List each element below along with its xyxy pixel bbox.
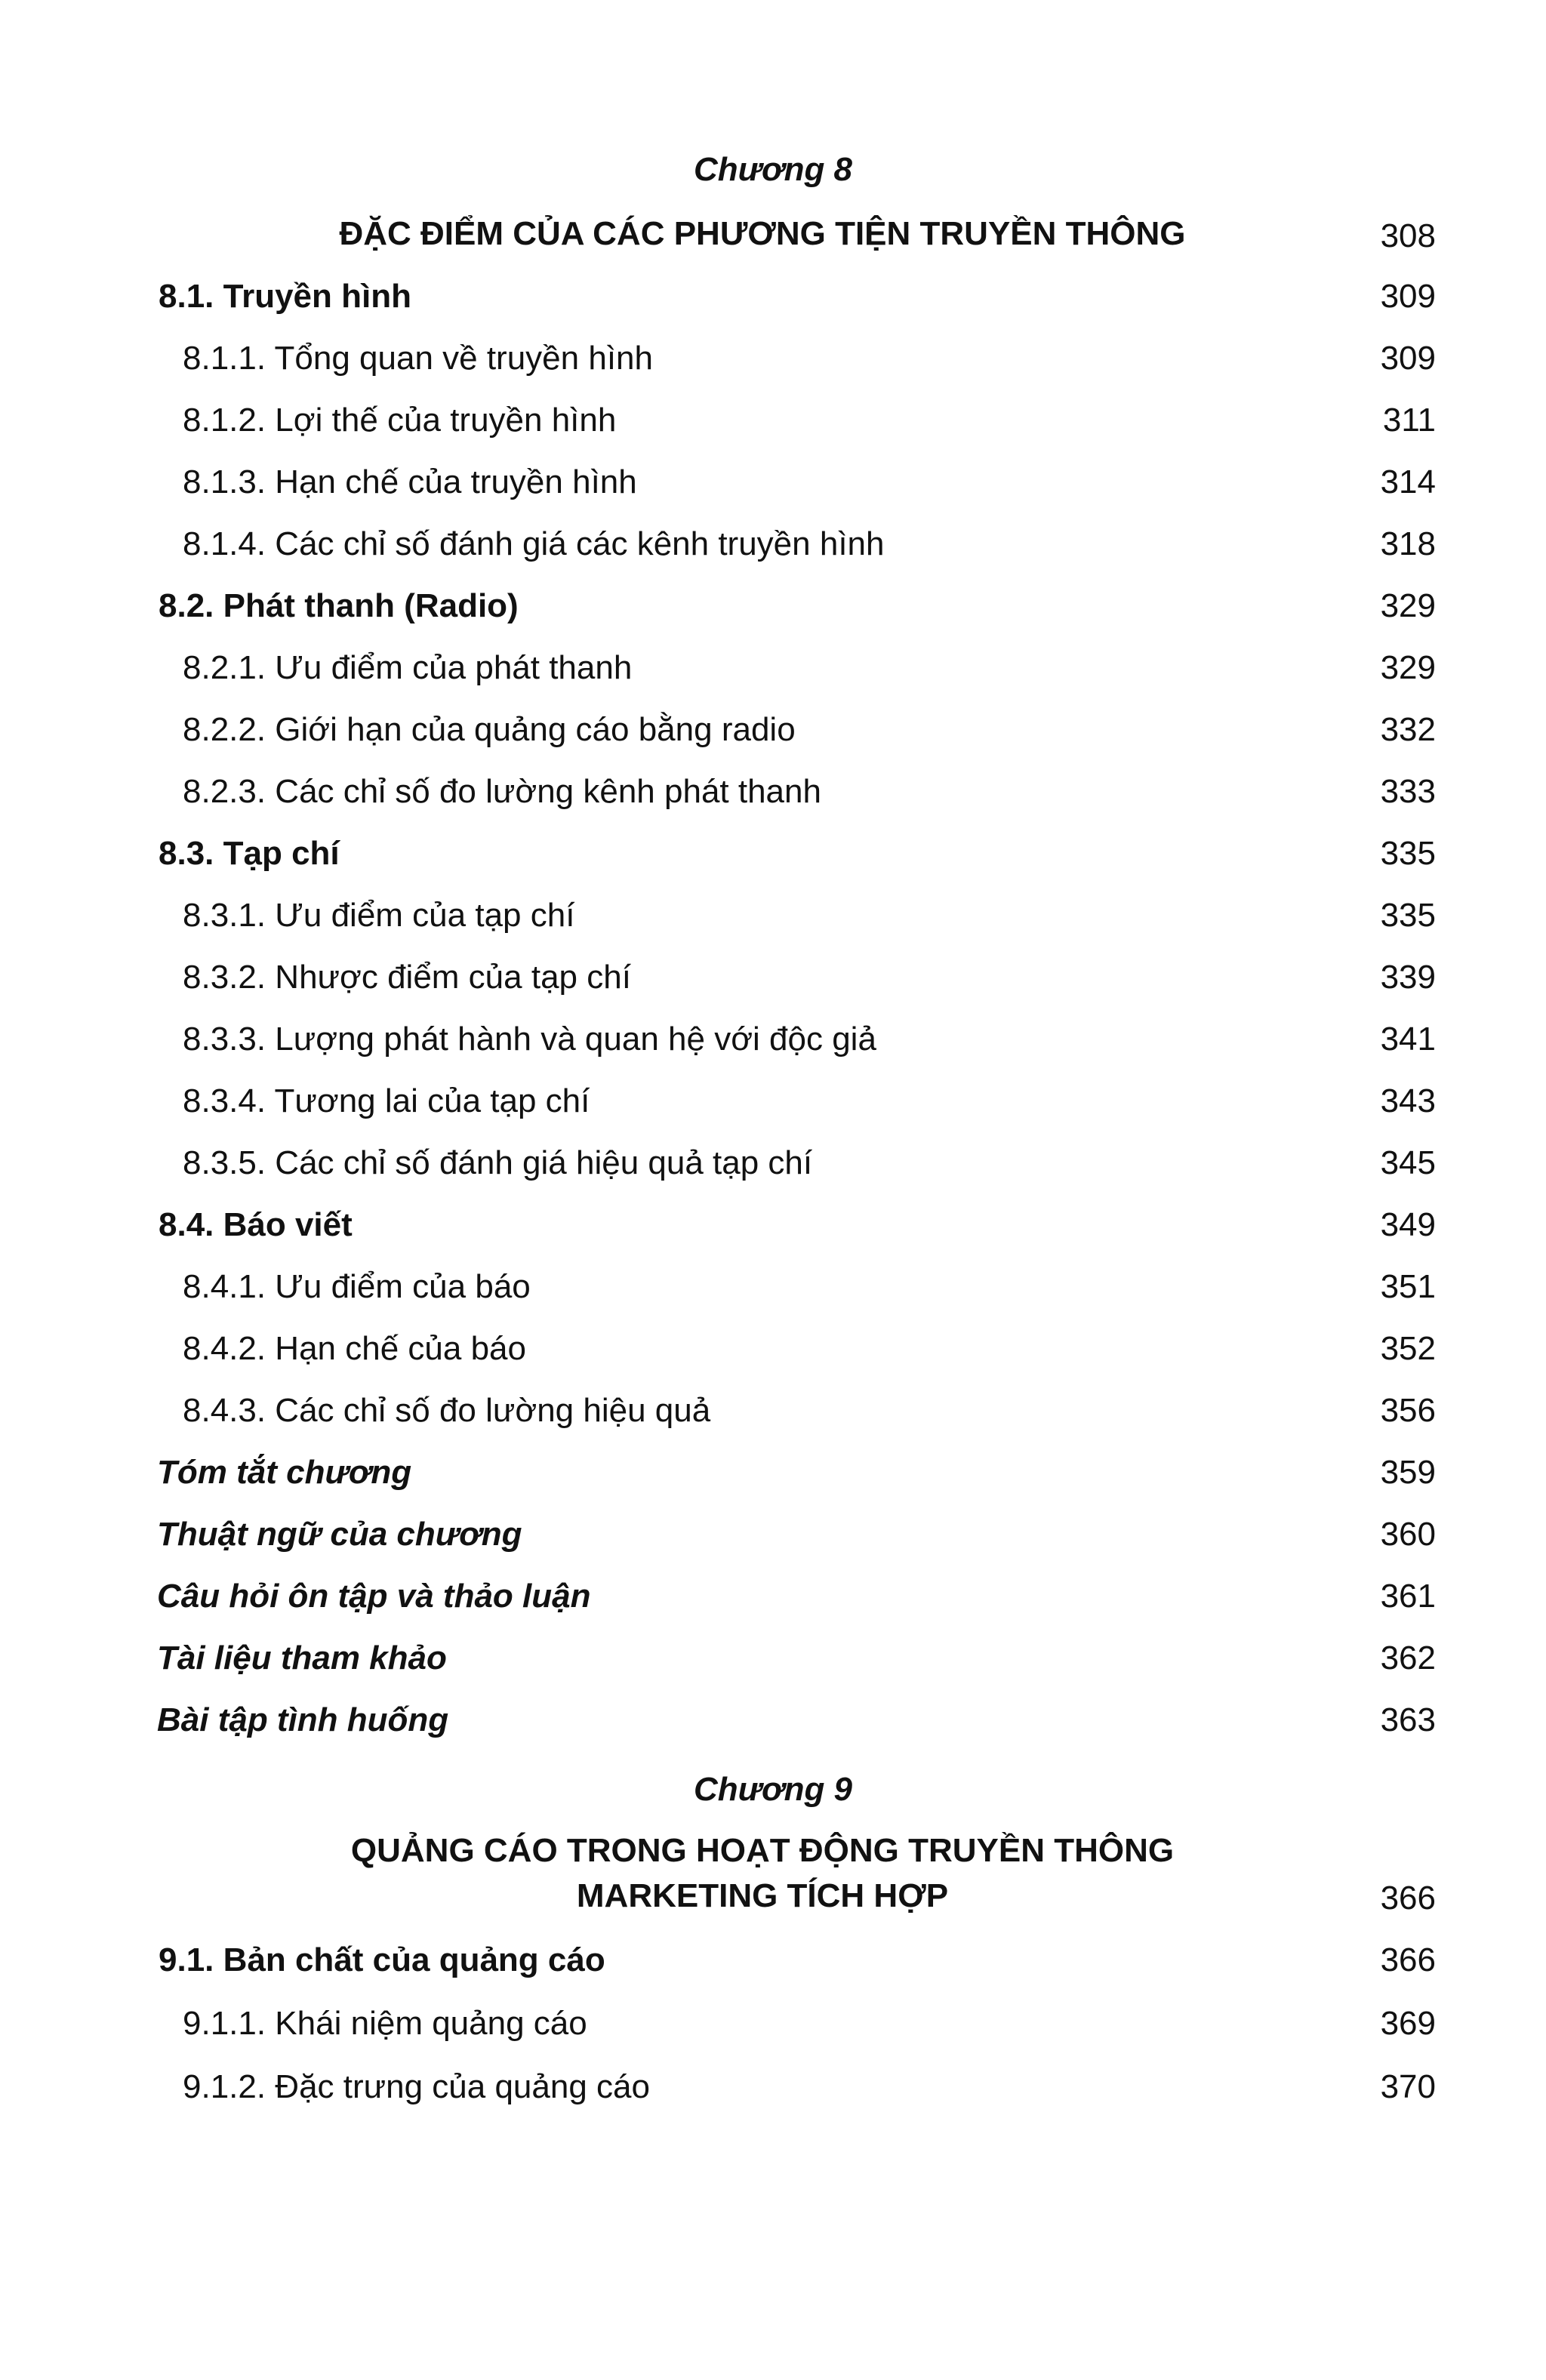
entry-page: 329	[1380, 587, 1436, 624]
toc-entry[interactable]	[0, 835, 1546, 880]
entry-page: 309	[1380, 340, 1436, 377]
entry-label: Bài tập tình huống	[157, 1701, 449, 1738]
entry-label: 8.1.3. Hạn chế của truyền hình	[183, 463, 637, 500]
chapter-8-page: 308	[1380, 217, 1436, 254]
entry-label: 8.2.3. Các chỉ số đo lường kênh phát thanh	[183, 773, 821, 810]
chapter-9-page: 366	[1380, 1880, 1436, 1917]
toc-entry[interactable]	[0, 1206, 1546, 1252]
entry-label: 9.1.2. Đặc trưng của quảng cáo	[183, 2068, 650, 2105]
entry-label: Thuật ngữ của chương	[157, 1516, 522, 1553]
entry-page: 366	[1380, 1941, 1436, 1978]
entry-label: 8.3.4. Tương lai của tạp chí	[183, 1082, 590, 1119]
entry-label: Tài liệu tham khảo	[157, 1640, 447, 1676]
entry-label: 8.1.2. Lợi thế của truyền hình	[183, 402, 617, 439]
entry-page: 359	[1380, 1454, 1436, 1491]
toc-entry[interactable]	[0, 1941, 1546, 1987]
toc-entry[interactable]	[0, 1640, 1546, 1685]
entry-page: 370	[1380, 2068, 1436, 2105]
entry-label: 8.3.2. Nhược điểm của tạp chí	[183, 959, 631, 996]
chapter-9-title-line-1: QUẢNG CÁO TRONG HOẠT ĐỘNG TRUYỀN THÔNG	[350, 1832, 1175, 1869]
entry-label: 8.1.1. Tổng quan về truyền hình	[183, 340, 653, 377]
chapter-8-title: ĐẶC ĐIỂM CỦA CÁC PHƯƠNG TIỆN TRUYỀN THÔNG	[339, 215, 1186, 252]
entry-page: 333	[1380, 773, 1436, 810]
toc-entry[interactable]	[0, 1454, 1546, 1499]
entry-label: 9.1.1. Khái niệm quảng cáo	[183, 2005, 587, 2042]
toc-entry[interactable]	[0, 2068, 1546, 2114]
entry-page: 332	[1380, 711, 1436, 748]
entry-page: 314	[1380, 463, 1436, 500]
toc-entry[interactable]	[0, 1516, 1546, 1561]
entry-label: 8.4.2. Hạn chế của báo	[183, 1330, 526, 1367]
chapter-9-label: Chương 9	[693, 1771, 853, 1808]
toc-entry[interactable]	[0, 1268, 1546, 1313]
toc-entry[interactable]	[0, 1021, 1546, 1066]
entry-label: 8.4. Báo viết	[159, 1206, 353, 1243]
entry-page: 352	[1380, 1330, 1436, 1367]
entry-label: Tóm tắt chương	[157, 1454, 412, 1491]
entry-page: 339	[1380, 959, 1436, 996]
entry-label: 8.2.2. Giới hạn của quảng cáo bằng radio	[183, 711, 796, 748]
toc-entry[interactable]	[0, 649, 1546, 694]
chapter-9-title-line-2: MARKETING TÍCH HỢP	[576, 1877, 949, 1914]
entry-page: 362	[1380, 1640, 1436, 1676]
entry-page: 309	[1380, 278, 1436, 315]
toc-entry[interactable]	[0, 1082, 1546, 1128]
chapter-8-label: Chương 8	[693, 151, 853, 188]
entry-page: 349	[1380, 1206, 1436, 1243]
toc-entry[interactable]	[0, 278, 1546, 323]
entry-label: 8.2.1. Ưu điểm của phát thanh	[183, 649, 633, 686]
entry-label: 8.3.1. Ưu điểm của tạp chí	[183, 897, 575, 934]
entry-label: Câu hỏi ôn tập và thảo luận	[157, 1578, 591, 1615]
entry-label: 8.3.3. Lượng phát hành và quan hệ với độc giả	[183, 1021, 876, 1058]
entry-label: 8.4.3. Các chỉ số đo lường hiệu quả	[183, 1392, 711, 1429]
toc-entry[interactable]	[0, 711, 1546, 756]
entry-page: 311	[1382, 402, 1436, 439]
entry-page: 341	[1380, 1021, 1436, 1058]
entry-page: 345	[1380, 1144, 1436, 1181]
toc-entry[interactable]	[0, 1330, 1546, 1375]
toc-entry[interactable]	[0, 1392, 1546, 1437]
entry-page: 369	[1380, 2005, 1436, 2042]
entry-page: 343	[1380, 1082, 1436, 1119]
toc-entry[interactable]	[0, 1144, 1546, 1190]
entry-label: 8.1. Truyền hình	[159, 278, 411, 315]
toc-entry[interactable]	[0, 1701, 1546, 1747]
entry-label: 8.1.4. Các chỉ số đánh giá các kênh truyền hình	[183, 525, 885, 562]
entry-page: 356	[1380, 1392, 1436, 1429]
entry-label: 9.1. Bản chất của quảng cáo	[159, 1941, 605, 1978]
toc-entry[interactable]	[0, 402, 1546, 447]
entry-label: 8.3.5. Các chỉ số đánh giá hiệu quả tạp chí	[183, 1144, 813, 1181]
toc-entry[interactable]	[0, 959, 1546, 1004]
toc-entry[interactable]	[0, 525, 1546, 571]
toc-entry[interactable]	[0, 897, 1546, 942]
entry-label: 8.3. Tạp chí	[159, 835, 340, 872]
entry-page: 363	[1380, 1701, 1436, 1738]
toc-entry[interactable]	[0, 1578, 1546, 1623]
entry-page: 360	[1380, 1516, 1436, 1553]
entry-page: 318	[1380, 525, 1436, 562]
toc-entry[interactable]	[0, 463, 1546, 509]
entry-label: 8.2. Phát thanh (Radio)	[159, 587, 519, 624]
toc-entry[interactable]	[0, 587, 1546, 633]
toc-entry[interactable]	[0, 773, 1546, 818]
toc-entry[interactable]	[0, 2005, 1546, 2050]
entry-page: 335	[1380, 835, 1436, 872]
entry-page: 361	[1380, 1578, 1436, 1615]
entry-page: 351	[1380, 1268, 1436, 1305]
toc-entry[interactable]	[0, 340, 1546, 385]
entry-page: 329	[1380, 649, 1436, 686]
entry-label: 8.4.1. Ưu điểm của báo	[183, 1268, 531, 1305]
entry-page: 335	[1380, 897, 1436, 934]
